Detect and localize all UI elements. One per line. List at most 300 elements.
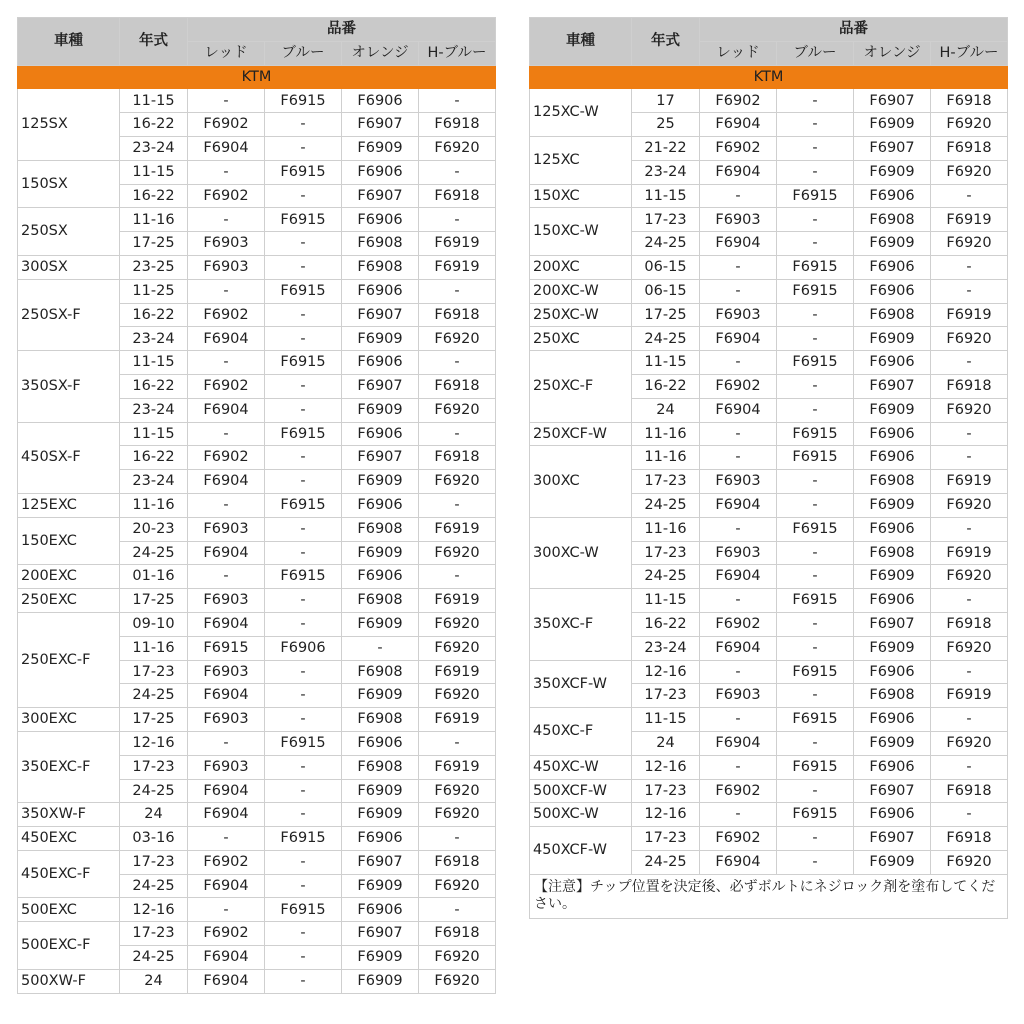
blue-part-cell: - [265, 303, 342, 327]
h-blue-part-cell: - [419, 493, 496, 517]
year-cell: 16-22 [632, 612, 700, 636]
h-blue-part-cell: - [931, 708, 1008, 732]
year-cell: 17-23 [632, 470, 700, 494]
year-cell: 24-25 [120, 684, 188, 708]
h-blue-part-cell: F6920 [419, 636, 496, 660]
h-blue-part-cell: F6920 [419, 136, 496, 160]
year-cell: 17-23 [120, 755, 188, 779]
year-cell: 12-16 [632, 660, 700, 684]
year-cell: 23-24 [632, 160, 700, 184]
table-row [530, 660, 1008, 684]
year-cell: 20-23 [120, 517, 188, 541]
blue-part-cell: - [777, 113, 854, 137]
orange-part-cell: - [342, 636, 419, 660]
orange-part-cell: F6906 [854, 446, 931, 470]
table-row [530, 303, 1008, 327]
year-cell: 03-16 [120, 827, 188, 851]
model-cell: 250XC [530, 327, 632, 351]
orange-part-cell: F6909 [342, 541, 419, 565]
orange-part-cell: F6908 [342, 517, 419, 541]
blue-part-cell: F6915 [265, 351, 342, 375]
red-part-cell: F6904 [700, 327, 777, 351]
blue-part-cell: - [777, 827, 854, 851]
year-cell: 11-15 [120, 422, 188, 446]
brand-bar: KTM [530, 65, 1008, 89]
year-cell: 24-25 [632, 565, 700, 589]
red-part-cell: F6903 [188, 708, 265, 732]
h-blue-part-cell: F6919 [419, 708, 496, 732]
red-part-cell: - [700, 351, 777, 375]
model-cell: 150EXC [18, 517, 120, 565]
orange-part-cell: F6908 [342, 660, 419, 684]
table-row [530, 136, 1008, 160]
table-row [530, 255, 1008, 279]
blue-part-cell: - [265, 255, 342, 279]
model-cell: 350EXC-F [18, 731, 120, 802]
orange-part-cell: F6906 [342, 731, 419, 755]
blue-part-cell: - [777, 565, 854, 589]
model-cell: 350SX-F [18, 351, 120, 422]
orange-part-cell: F6906 [342, 160, 419, 184]
blue-part-cell: F6915 [777, 446, 854, 470]
year-cell: 11-15 [632, 184, 700, 208]
orange-part-cell: F6909 [854, 232, 931, 256]
orange-part-cell: F6906 [854, 279, 931, 303]
table-row [18, 589, 496, 613]
model-cell: 250SX-F [18, 279, 120, 350]
blue-part-cell: - [777, 612, 854, 636]
blue-part-cell: - [265, 922, 342, 946]
red-part-cell: F6904 [700, 232, 777, 256]
year-cell: 17-23 [632, 827, 700, 851]
blue-part-cell: F6915 [265, 89, 342, 113]
table-row [18, 351, 496, 375]
red-part-cell: - [188, 565, 265, 589]
blue-part-cell: - [777, 731, 854, 755]
year-cell: 06-15 [632, 255, 700, 279]
h-blue-part-cell: F6920 [931, 232, 1008, 256]
orange-part-cell: F6907 [854, 374, 931, 398]
year-cell: 23-24 [120, 136, 188, 160]
blue-part-cell: - [265, 398, 342, 422]
red-part-cell: F6904 [700, 565, 777, 589]
year-cell: 16-22 [120, 184, 188, 208]
blue-part-cell: F6915 [265, 827, 342, 851]
red-part-cell: F6904 [188, 779, 265, 803]
blue-part-cell: - [265, 327, 342, 351]
orange-part-cell: F6909 [342, 969, 419, 993]
model-cell: 500XW-F [18, 969, 120, 993]
blue-part-cell: F6915 [777, 184, 854, 208]
table-row [18, 160, 496, 184]
h-blue-part-cell: F6918 [419, 374, 496, 398]
year-cell: 24-25 [632, 850, 700, 874]
red-part-cell: - [700, 184, 777, 208]
table-row [530, 351, 1008, 375]
blue-part-cell: - [265, 874, 342, 898]
blue-part-cell: F6915 [265, 422, 342, 446]
model-cell: 500EXC-F [18, 922, 120, 970]
blue-part-cell: F6915 [777, 755, 854, 779]
orange-part-cell: F6909 [342, 136, 419, 160]
year-cell: 11-16 [632, 422, 700, 446]
h-blue-part-cell: - [931, 803, 1008, 827]
year-cell: 17-23 [632, 779, 700, 803]
orange-part-cell: F6906 [342, 89, 419, 113]
year-cell: 12-16 [632, 755, 700, 779]
table-row [18, 898, 496, 922]
table-row [18, 922, 496, 946]
orange-part-cell: F6908 [342, 255, 419, 279]
year-cell: 11-16 [120, 208, 188, 232]
model-cell: 125XC-W [530, 89, 632, 137]
blue-part-cell: - [265, 684, 342, 708]
year-cell: 23-24 [120, 470, 188, 494]
h-blue-part-cell: - [931, 422, 1008, 446]
blue-part-cell: - [777, 303, 854, 327]
caution-note: 【注意】チップ位置を決定後、必ずボルトにネジロック剤を塗布してください。 [530, 874, 1008, 918]
header-color-orange: オレンジ [854, 41, 931, 65]
red-part-cell: F6903 [188, 255, 265, 279]
year-cell: 11-25 [120, 279, 188, 303]
orange-part-cell: F6908 [854, 470, 931, 494]
year-cell: 17-23 [120, 660, 188, 684]
blue-part-cell: - [265, 470, 342, 494]
h-blue-part-cell: F6918 [419, 303, 496, 327]
red-part-cell: - [188, 351, 265, 375]
blue-part-cell: F6906 [265, 636, 342, 660]
year-cell: 17-23 [632, 208, 700, 232]
year-cell: 16-22 [120, 374, 188, 398]
table-row [18, 565, 496, 589]
blue-part-cell: - [265, 946, 342, 970]
year-cell: 06-15 [632, 279, 700, 303]
red-part-cell: F6903 [188, 755, 265, 779]
h-blue-part-cell: - [419, 208, 496, 232]
table-row [530, 327, 1008, 351]
header-color-blue: ブルー [265, 41, 342, 65]
model-cell: 450XCF-W [530, 827, 632, 875]
year-cell: 17-25 [120, 232, 188, 256]
header-part-no: 品番 [700, 18, 1008, 42]
h-blue-part-cell: - [931, 351, 1008, 375]
orange-part-cell: F6908 [854, 684, 931, 708]
orange-part-cell: F6906 [342, 898, 419, 922]
red-part-cell: F6902 [188, 446, 265, 470]
orange-part-cell: F6909 [854, 636, 931, 660]
orange-part-cell: F6906 [854, 517, 931, 541]
header-year: 年式 [120, 18, 188, 66]
table-row [18, 827, 496, 851]
blue-part-cell: F6915 [777, 351, 854, 375]
fitment-table-left [17, 17, 496, 994]
red-part-cell: F6904 [188, 612, 265, 636]
red-part-cell: F6904 [700, 113, 777, 137]
red-part-cell: - [188, 422, 265, 446]
model-cell: 450XC-W [530, 755, 632, 779]
year-cell: 11-16 [120, 493, 188, 517]
header-model: 車種 [530, 18, 632, 66]
orange-part-cell: F6907 [854, 612, 931, 636]
year-cell: 01-16 [120, 565, 188, 589]
model-cell: 500XC-W [530, 803, 632, 827]
blue-part-cell: - [777, 493, 854, 517]
red-part-cell: F6903 [700, 208, 777, 232]
h-blue-part-cell: - [419, 422, 496, 446]
red-part-cell: F6902 [700, 779, 777, 803]
header-part-no: 品番 [188, 18, 496, 42]
blue-part-cell: - [777, 374, 854, 398]
red-part-cell: F6902 [188, 374, 265, 398]
red-part-cell: F6904 [188, 969, 265, 993]
orange-part-cell: F6906 [854, 708, 931, 732]
table-row [18, 850, 496, 874]
blue-part-cell: F6915 [265, 731, 342, 755]
h-blue-part-cell: F6919 [419, 517, 496, 541]
blue-part-cell: - [777, 327, 854, 351]
orange-part-cell: F6908 [342, 589, 419, 613]
blue-part-cell: - [777, 636, 854, 660]
orange-part-cell: F6909 [342, 803, 419, 827]
h-blue-part-cell: F6918 [931, 136, 1008, 160]
orange-part-cell: F6909 [854, 565, 931, 589]
year-cell: 17-23 [120, 850, 188, 874]
h-blue-part-cell: F6920 [931, 493, 1008, 517]
h-blue-part-cell: - [419, 565, 496, 589]
table-row [530, 779, 1008, 803]
year-cell: 23-24 [120, 398, 188, 422]
h-blue-part-cell: - [931, 446, 1008, 470]
year-cell: 24-25 [120, 874, 188, 898]
blue-part-cell: F6915 [265, 565, 342, 589]
orange-part-cell: F6909 [854, 327, 931, 351]
h-blue-part-cell: - [419, 898, 496, 922]
year-cell: 11-15 [120, 160, 188, 184]
table-row [18, 731, 496, 755]
table-row [530, 208, 1008, 232]
year-cell: 24-25 [120, 541, 188, 565]
red-part-cell: F6902 [700, 374, 777, 398]
blue-part-cell: - [265, 850, 342, 874]
h-blue-part-cell: F6920 [419, 779, 496, 803]
h-blue-part-cell: F6918 [419, 113, 496, 137]
red-part-cell: F6904 [188, 874, 265, 898]
h-blue-part-cell: - [931, 517, 1008, 541]
table-row [18, 279, 496, 303]
red-part-cell: - [188, 827, 265, 851]
table-row [18, 803, 496, 827]
year-cell: 23-24 [632, 636, 700, 660]
header-color-h-blue: H-ブルー [419, 41, 496, 65]
h-blue-part-cell: - [419, 279, 496, 303]
red-part-cell: F6904 [700, 493, 777, 517]
orange-part-cell: F6906 [342, 422, 419, 446]
orange-part-cell: F6906 [342, 565, 419, 589]
h-blue-part-cell: - [419, 827, 496, 851]
year-cell: 24-25 [632, 493, 700, 517]
table-row [530, 89, 1008, 113]
orange-part-cell: F6907 [854, 827, 931, 851]
year-cell: 11-16 [120, 636, 188, 660]
red-part-cell: F6902 [188, 184, 265, 208]
model-cell: 500XCF-W [530, 779, 632, 803]
orange-part-cell: F6907 [342, 850, 419, 874]
red-part-cell: - [700, 708, 777, 732]
orange-part-cell: F6909 [854, 160, 931, 184]
model-cell: 250SX [18, 208, 120, 256]
red-part-cell: F6904 [188, 684, 265, 708]
blue-part-cell: - [265, 136, 342, 160]
model-cell: 450XC-F [530, 708, 632, 756]
orange-part-cell: F6906 [342, 351, 419, 375]
red-part-cell: F6902 [188, 922, 265, 946]
blue-part-cell: F6915 [777, 660, 854, 684]
header-color-blue: ブルー [777, 41, 854, 65]
orange-part-cell: F6907 [854, 136, 931, 160]
orange-part-cell: F6909 [342, 946, 419, 970]
model-cell: 125SX [18, 89, 120, 160]
h-blue-part-cell: - [931, 255, 1008, 279]
year-cell: 12-16 [632, 803, 700, 827]
h-blue-part-cell: F6920 [931, 327, 1008, 351]
blue-part-cell: F6915 [777, 422, 854, 446]
blue-part-cell: - [265, 446, 342, 470]
blue-part-cell: - [265, 589, 342, 613]
red-part-cell: F6903 [188, 232, 265, 256]
blue-part-cell: - [265, 184, 342, 208]
blue-part-cell: - [777, 160, 854, 184]
table-row [18, 422, 496, 446]
header-year: 年式 [632, 18, 700, 66]
orange-part-cell: F6906 [854, 184, 931, 208]
h-blue-part-cell: F6918 [419, 184, 496, 208]
year-cell: 11-15 [120, 351, 188, 375]
table-row [18, 255, 496, 279]
orange-part-cell: F6909 [342, 398, 419, 422]
table-row [530, 827, 1008, 851]
h-blue-part-cell: F6920 [419, 612, 496, 636]
orange-part-cell: F6909 [342, 874, 419, 898]
year-cell: 17-23 [120, 922, 188, 946]
model-cell: 125XC [530, 136, 632, 184]
model-cell: 150XC-W [530, 208, 632, 256]
year-cell: 17 [632, 89, 700, 113]
orange-part-cell: F6909 [342, 327, 419, 351]
orange-part-cell: F6909 [342, 470, 419, 494]
fitment-table-right [529, 17, 1008, 919]
red-part-cell: - [188, 731, 265, 755]
blue-part-cell: - [265, 517, 342, 541]
orange-part-cell: F6909 [342, 779, 419, 803]
h-blue-part-cell: - [931, 755, 1008, 779]
h-blue-part-cell: F6920 [419, 874, 496, 898]
blue-part-cell: - [265, 708, 342, 732]
year-cell: 12-16 [120, 898, 188, 922]
orange-part-cell: F6906 [854, 351, 931, 375]
orange-part-cell: F6907 [342, 446, 419, 470]
h-blue-part-cell: F6919 [931, 684, 1008, 708]
brand-bar: KTM [18, 65, 496, 89]
h-blue-part-cell: F6920 [419, 398, 496, 422]
h-blue-part-cell: F6920 [931, 636, 1008, 660]
table-row [530, 279, 1008, 303]
blue-part-cell: - [777, 232, 854, 256]
table-row [530, 446, 1008, 470]
model-cell: 300XC [530, 446, 632, 517]
red-part-cell: F6902 [700, 612, 777, 636]
year-cell: 11-16 [632, 517, 700, 541]
table-row [530, 184, 1008, 208]
orange-part-cell: F6907 [342, 184, 419, 208]
blue-part-cell: - [777, 470, 854, 494]
model-cell: 200XC [530, 255, 632, 279]
red-part-cell: F6904 [188, 470, 265, 494]
h-blue-part-cell: - [419, 731, 496, 755]
table-row [18, 493, 496, 517]
year-cell: 17-23 [632, 541, 700, 565]
blue-part-cell: - [265, 113, 342, 137]
h-blue-part-cell: - [931, 660, 1008, 684]
h-blue-part-cell: F6918 [419, 850, 496, 874]
header-model: 車種 [18, 18, 120, 66]
blue-part-cell: F6915 [777, 589, 854, 613]
header-color-red: レッド [188, 41, 265, 65]
orange-part-cell: F6909 [854, 493, 931, 517]
h-blue-part-cell: F6919 [931, 208, 1008, 232]
model-cell: 300SX [18, 255, 120, 279]
h-blue-part-cell: F6919 [419, 660, 496, 684]
red-part-cell: F6903 [700, 541, 777, 565]
model-cell: 200XC-W [530, 279, 632, 303]
table-row [18, 612, 496, 636]
red-part-cell: F6903 [700, 303, 777, 327]
orange-part-cell: F6909 [854, 850, 931, 874]
red-part-cell: F6915 [188, 636, 265, 660]
orange-part-cell: F6908 [342, 232, 419, 256]
table-row [530, 422, 1008, 446]
h-blue-part-cell: F6920 [419, 803, 496, 827]
year-cell: 24-25 [120, 779, 188, 803]
h-blue-part-cell: F6920 [419, 946, 496, 970]
blue-part-cell: - [777, 684, 854, 708]
h-blue-part-cell: F6920 [931, 731, 1008, 755]
year-cell: 24 [120, 969, 188, 993]
blue-part-cell: - [777, 779, 854, 803]
blue-part-cell: - [265, 660, 342, 684]
red-part-cell: - [700, 660, 777, 684]
orange-part-cell: F6906 [854, 255, 931, 279]
h-blue-part-cell: - [931, 589, 1008, 613]
orange-part-cell: F6907 [342, 303, 419, 327]
blue-part-cell: - [265, 779, 342, 803]
red-part-cell: - [700, 755, 777, 779]
red-part-cell: F6904 [700, 850, 777, 874]
h-blue-part-cell: - [931, 279, 1008, 303]
blue-part-cell: - [777, 136, 854, 160]
red-part-cell: F6902 [700, 136, 777, 160]
year-cell: 25 [632, 113, 700, 137]
table-row [18, 208, 496, 232]
year-cell: 24 [120, 803, 188, 827]
h-blue-part-cell: F6918 [931, 827, 1008, 851]
red-part-cell: - [700, 803, 777, 827]
blue-part-cell: - [777, 850, 854, 874]
model-cell: 300XC-W [530, 517, 632, 588]
h-blue-part-cell: - [419, 351, 496, 375]
orange-part-cell: F6906 [854, 589, 931, 613]
blue-part-cell: F6915 [777, 517, 854, 541]
orange-part-cell: F6906 [342, 493, 419, 517]
